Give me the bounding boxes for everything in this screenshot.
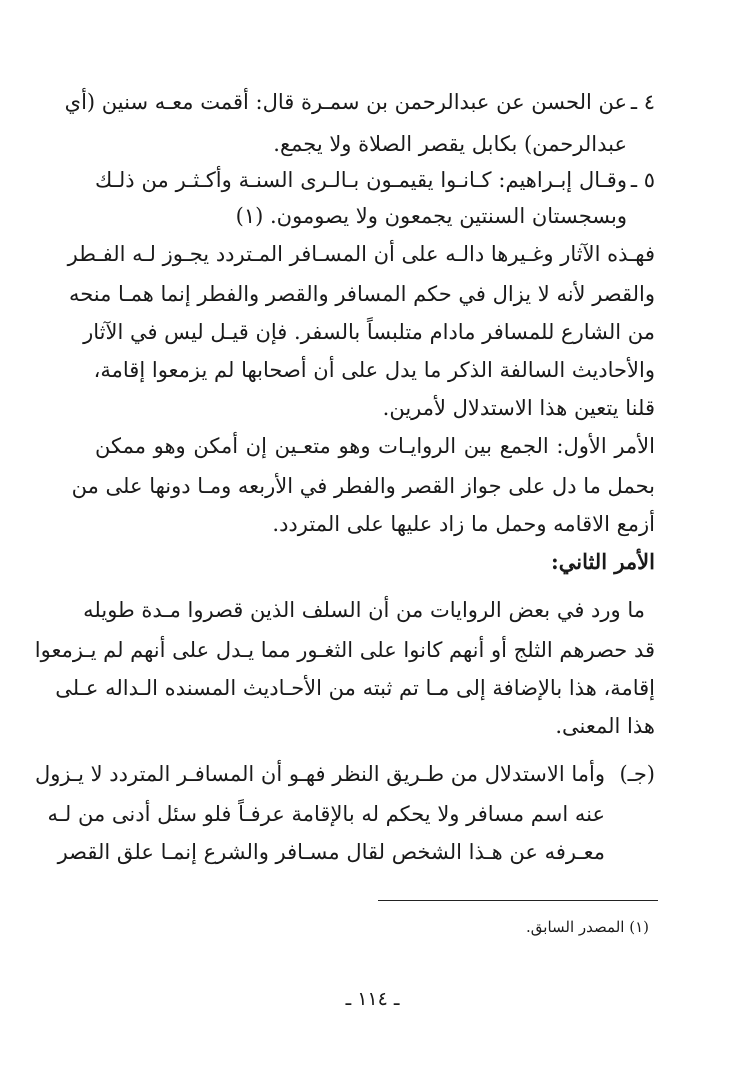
item-line: وقـال إبـراهيم: كـانـوا يقيمـون بـالـرى السنـة وأكـثـر من ذلـك <box>95 168 627 192</box>
item-line: وبسجستان السنتين يجمعون ولا يصومون. (١) <box>235 204 627 228</box>
section-line: معـرفه عن هـذا الشخص لقال مسـافر والشرع إنمـا علق القصر <box>57 840 605 864</box>
item-line: عبدالرحمن) بكابل يقصر الصلاة ولا يجمع. <box>273 132 627 156</box>
section-line: وأما الاستدلال من طـريق النظر فهـو أن المسافـر المتردد لا يـزول <box>34 762 605 786</box>
item-number: ٤ ـ <box>630 90 655 114</box>
paragraph-line: بحمل ما دل على جواز القصر والفطر في الأربعه ومـا دونها على من <box>71 474 655 498</box>
paragraph-line: قلنا يتعين هذا الاستدلال لأمرين. <box>382 396 655 420</box>
item-line: عن الحسن عن عبدالرحمن بن سمـرة قال: أقمت معـه سنين (أي <box>64 90 627 114</box>
paragraph-line: قد حصرهم الثلج أو أنهم كانوا على الثغـور مما يـدل على أنهم لم يـزمعوا <box>34 638 655 662</box>
paragraph-line: إقامة، هذا بالإضافة إلى مـا تم ثبته من الأحـاديث المسنده الـداله عـلى <box>55 676 655 700</box>
section-marker: (جـ) <box>619 762 655 786</box>
page-number: ـ ١١٤ ـ <box>345 988 400 1010</box>
section-heading: الأمر الثاني: <box>550 549 655 574</box>
footnote: (١) المصدر السابق. <box>526 918 649 936</box>
footnote-separator <box>378 900 658 901</box>
paragraph-line: الأمر الأول: الجمع بين الروايـات وهو متعـين إن أمكن وهو ممكن <box>95 434 655 458</box>
paragraph-line: والقصر لأنه لا يزال في حكم المسافر والقصر والفطر إنما همـا منحه <box>68 282 655 306</box>
paragraph-line: هذا المعنى. <box>555 714 655 738</box>
paragraph-line: ما ورد في بعض الروايات من أن السلف الذين قصروا مـدة طويله <box>83 598 645 622</box>
paragraph-line: والأحاديث السالفة الذكر ما يدل على أن أصحابها لم يزمعوا إقامة، <box>93 358 655 382</box>
item-number: ٥ ـ <box>630 168 655 192</box>
paragraph-line: أزمع الاقامه وحمل ما زاد عليها على المتردد. <box>272 512 655 536</box>
paragraph-line: من الشارع للمسافر مادام متلبساً بالسفر. فإن قيـل ليس في الآثار <box>83 320 655 344</box>
paragraph-line: فهـذه الآثار وغـيرها دالـه على أن المسـافر المـتردد يجـوز لـه الفـطر <box>67 242 655 266</box>
section-line: عنه اسم مسافر ولا يحكم له بالإقامة عرفـاً فلو سئل أدنى من لـه <box>47 802 605 826</box>
